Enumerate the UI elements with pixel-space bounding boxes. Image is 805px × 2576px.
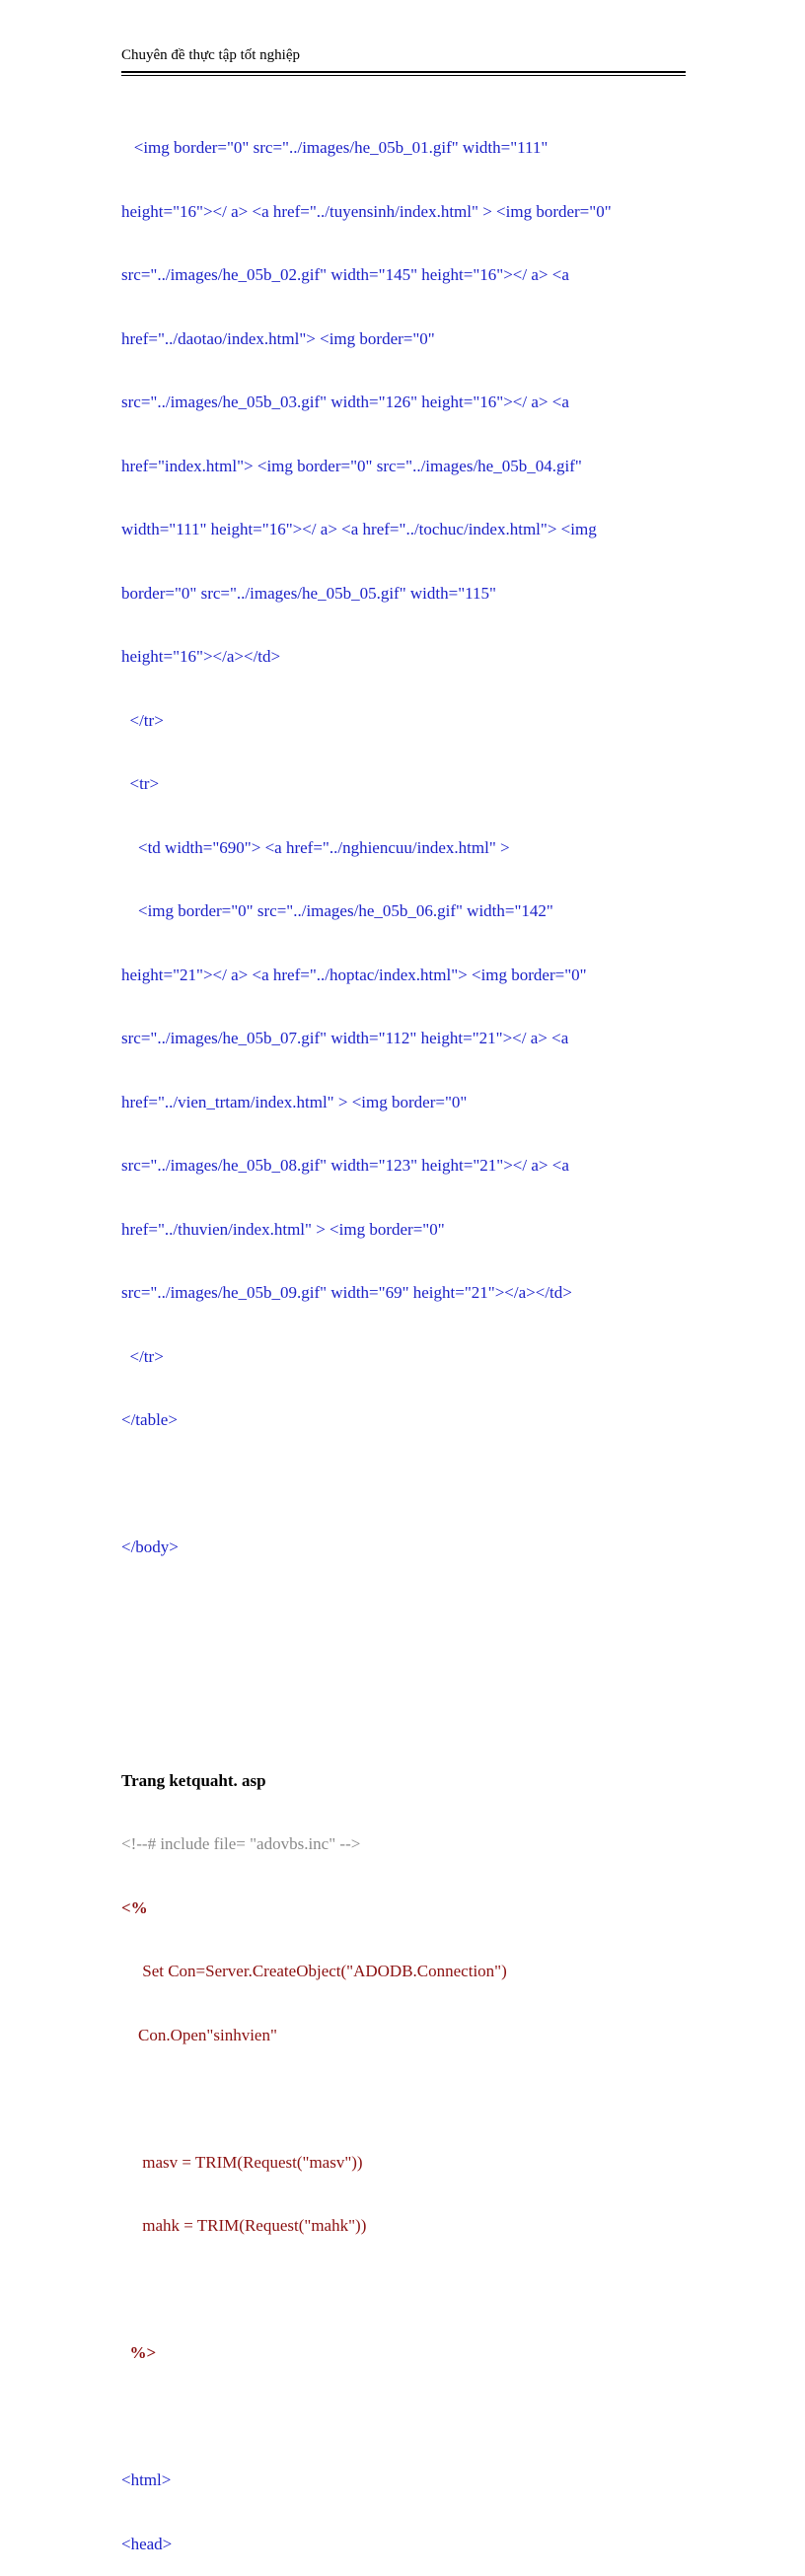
section-title: Trang ketquaht. asp	[121, 1770, 266, 1790]
asp-line	[121, 2088, 694, 2110]
html-line: <head>	[121, 2534, 173, 2553]
code-line: href="../daotao/index.html"> <img border="0"	[121, 328, 435, 348]
asp-line	[121, 2279, 694, 2301]
code-line: src="../images/he_05b_03.gif" width="126" height="16"></ a> <a	[121, 393, 569, 411]
code-line: border="0" src="../images/he_05b_05.gif" width="115"	[121, 583, 496, 603]
code-line: height="21"></ a> <a href="../hoptac/index.html"> <img border="0"	[121, 965, 587, 984]
code-line: height="16"></ a> <a href="../tuyensinh/index.html" > <img border="0"	[121, 201, 612, 221]
code-line: </tr>	[121, 710, 164, 730]
code-line: src="../images/he_05b_08.gif" width="123" height="21"></ a> <a	[121, 1156, 569, 1175]
code-line: href="../vien_trtam/index.html" > <img border="0"	[121, 1092, 468, 1111]
code-line: </body>	[121, 1538, 179, 1556]
code-line: <img border="0" src="../images/he_05b_06.gif" width="142"	[121, 901, 553, 920]
header-rule-thick	[121, 71, 686, 73]
html-line: <html>	[121, 2470, 172, 2489]
code-line: width="111" height="16"></ a> <a href="../tochuc/index.html"> <img	[121, 520, 597, 538]
asp-line: Set Con=Server.CreateObject("ADODB.Connection")	[121, 1962, 507, 1980]
code-line: src="../images/he_05b_02.gif" width="145" height="16"></ a> <a	[121, 265, 569, 284]
code-line: </tr>	[121, 1346, 164, 1366]
blank-line	[121, 2406, 694, 2428]
code-line: href="../thuvien/index.html" > <img border="0"	[121, 1219, 445, 1239]
code-line	[121, 1473, 694, 1495]
code-line: <img border="0" src="../images/he_05b_01.gif" width="111"	[121, 138, 549, 157]
code-line: src="../images/he_05b_07.gif" width="112" height="21"></ a> <a	[121, 1029, 569, 1047]
code-line: </table>	[121, 1410, 178, 1429]
asp-line: Con.Open"sinhvien"	[121, 2025, 277, 2044]
code-line: <td width="690"> <a href="../nghiencuu/index.html" >	[121, 837, 510, 857]
page-header-title: Chuyên đề thực tập tốt nghiệp	[121, 47, 301, 63]
code-listing	[121, 95, 694, 2576]
header-rule-thin	[121, 75, 686, 76]
section-spacer	[121, 1621, 694, 1706]
asp-open-tag: <%	[121, 1897, 148, 1917]
code-line: height="16"></a></td>	[121, 647, 281, 666]
code-line: src="../images/he_05b_09.gif" width="69" height="21"></a></td>	[121, 1283, 572, 1302]
asp-line: masv = TRIM(Request("masv"))	[121, 2152, 363, 2172]
code-line: <tr>	[121, 774, 160, 793]
asp-line: mahk = TRIM(Request("mahk"))	[121, 2216, 367, 2235]
asp-close-tag: %>	[121, 2343, 157, 2362]
include-comment: <!--# include file= "adovbs.inc" -->	[121, 1834, 361, 1853]
code-line: href="index.html"> <img border="0" src="../images/he_05b_04.gif"	[121, 456, 582, 475]
